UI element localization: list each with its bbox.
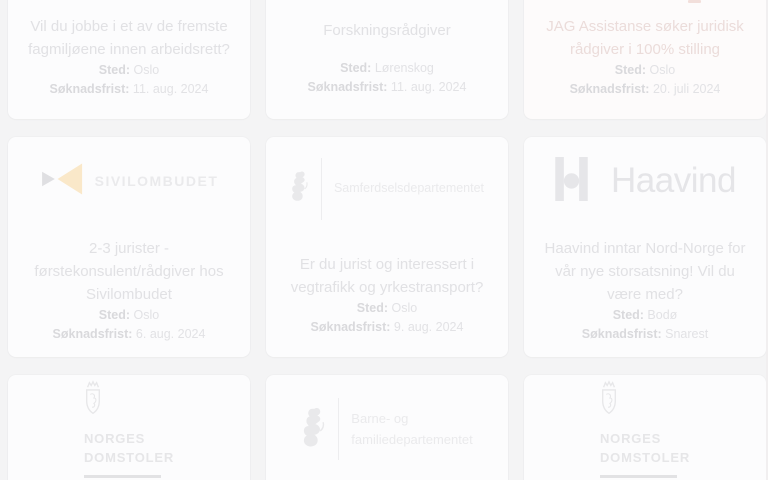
job-meta bbox=[524, 61, 766, 119]
logo-divider bbox=[338, 398, 339, 460]
job-deadline-line bbox=[524, 80, 766, 99]
job-card-logo-zone bbox=[8, 375, 250, 480]
lion-crest-icon bbox=[301, 404, 326, 455]
job-card-forskningsradgiver[interactable] bbox=[266, 0, 508, 119]
job-card-haavind[interactable] bbox=[524, 137, 766, 357]
location-value: Bodø bbox=[647, 308, 678, 323]
job-card-logo-zone bbox=[8, 137, 250, 225]
job-title: Haavind inntar Nord-Norge for vår nye storsatsning! Vil du være med? bbox=[544, 240, 746, 304]
location-label: Sted: bbox=[614, 62, 647, 77]
haavind-monogram-icon bbox=[554, 157, 589, 206]
job-title: 2-3 jurister - førstekonsulent/rådgiver hos Sivilombudet bbox=[34, 240, 224, 304]
jag-logo-fragment bbox=[688, 0, 701, 3]
job-meta bbox=[266, 59, 508, 119]
norges-domstoler-logo bbox=[84, 380, 174, 478]
sivilombudet-logo bbox=[40, 159, 219, 204]
job-title-zone bbox=[524, 225, 766, 306]
job-card-arbeidsrett[interactable] bbox=[8, 0, 250, 119]
job-title: Vil du jobbe i et av de fremste fagmiljøene innen arbeidsrett? bbox=[28, 17, 230, 58]
norges-logo-bar bbox=[600, 475, 677, 478]
haavind-wordmark: Haavind bbox=[611, 161, 736, 201]
job-card-grid bbox=[8, 0, 766, 480]
department-name: Samferdselsdepartementet bbox=[333, 181, 485, 196]
job-card-norges-domstoler-2[interactable] bbox=[524, 375, 766, 480]
location-value: Oslo bbox=[391, 300, 418, 315]
job-location-line bbox=[8, 306, 250, 325]
deadline-value: 11. aug. 2024 bbox=[390, 80, 467, 94]
job-title-zone bbox=[524, 3, 766, 61]
haavind-logo bbox=[554, 157, 736, 206]
sivilombudet-arrows-icon bbox=[40, 159, 86, 204]
job-deadline-line bbox=[266, 318, 508, 337]
deadline-value: 6. aug. 2024 bbox=[135, 327, 206, 342]
job-title: JAG Assistanse søker juridisk rådgiver i 100% stilling bbox=[546, 17, 744, 58]
job-deadline-line bbox=[8, 80, 250, 99]
location-label: Sted: bbox=[98, 308, 131, 323]
lion-crest-icon bbox=[290, 163, 309, 214]
norges-logo-bar bbox=[84, 475, 161, 478]
job-card-logo-zone bbox=[266, 137, 508, 241]
job-meta bbox=[8, 61, 250, 119]
department-name-line2: familiedepartementet bbox=[351, 432, 473, 447]
sivilombudet-wordmark: SIVILOMBUDET bbox=[94, 173, 219, 190]
job-location-line bbox=[8, 61, 250, 80]
job-location-line bbox=[524, 61, 766, 80]
location-label: Sted: bbox=[340, 61, 372, 75]
job-title-zone bbox=[266, 241, 508, 299]
norges-line1: NORGES bbox=[599, 431, 662, 446]
deadline-label: Søknadsfrist: bbox=[310, 319, 391, 334]
job-card-sivilombudet[interactable] bbox=[8, 137, 250, 357]
deadline-label: Søknadsfrist: bbox=[49, 81, 130, 96]
job-card-logo-zone bbox=[266, 0, 508, 7]
job-location-line bbox=[266, 299, 508, 318]
job-title: Forskningsrådgiver bbox=[323, 22, 451, 39]
deadline-value: 9. aug. 2024 bbox=[393, 319, 464, 334]
norges-domstoler-logo bbox=[600, 380, 690, 478]
location-label: Sted: bbox=[612, 308, 644, 323]
department-name bbox=[351, 408, 472, 450]
samferdselsdepartementet-logo bbox=[290, 158, 484, 220]
job-card-barne-og-familiedepartementet[interactable] bbox=[266, 375, 508, 480]
deadline-label: Søknadsfrist: bbox=[569, 81, 650, 96]
job-card-logo-zone bbox=[524, 137, 766, 225]
job-meta bbox=[266, 299, 508, 357]
location-label: Sted: bbox=[98, 62, 131, 77]
job-title: Er du jurist og interessert i vegtrafikk og yrkestransport? bbox=[290, 255, 484, 296]
job-card-jag-assistanse[interactable] bbox=[524, 0, 766, 119]
job-location-line bbox=[524, 306, 766, 325]
barne-og-familiedepartementet-logo bbox=[301, 398, 472, 460]
job-meta bbox=[524, 306, 766, 357]
location-label: Sted: bbox=[356, 300, 389, 315]
deadline-value: 11. aug. 2024 bbox=[132, 81, 209, 96]
crowned-shield-icon bbox=[84, 380, 102, 421]
job-card-samferdselsdepartementet[interactable] bbox=[266, 137, 508, 357]
job-title-zone bbox=[8, 225, 250, 306]
job-card-norges-domstoler-1[interactable] bbox=[8, 375, 250, 480]
deadline-label: Søknadsfrist: bbox=[52, 327, 133, 342]
location-value: Oslo bbox=[649, 62, 676, 77]
deadline-value: 20. juli 2024 bbox=[652, 81, 721, 96]
crowned-shield-icon bbox=[600, 380, 618, 421]
location-value: Lørenskog bbox=[374, 61, 434, 75]
department-name-line1: Barne- og bbox=[351, 411, 409, 426]
job-deadline-line bbox=[524, 325, 766, 344]
job-card-logo-zone bbox=[266, 375, 508, 480]
deadline-label: Søknadsfrist: bbox=[581, 327, 662, 342]
job-deadline-line bbox=[8, 325, 250, 344]
job-meta bbox=[8, 306, 250, 357]
norges-line2: DOMSTOLER bbox=[83, 450, 175, 465]
location-value: Oslo bbox=[133, 62, 160, 77]
job-card-logo-zone bbox=[524, 375, 766, 480]
logo-divider bbox=[321, 158, 322, 220]
job-deadline-line bbox=[266, 78, 508, 97]
deadline-value: Snarest bbox=[665, 327, 709, 342]
norges-line2: DOMSTOLER bbox=[599, 450, 691, 465]
job-title-zone bbox=[266, 7, 508, 59]
job-title-zone bbox=[8, 3, 250, 61]
location-value: Oslo bbox=[133, 308, 160, 323]
job-location-line bbox=[266, 59, 508, 78]
deadline-label: Søknadsfrist: bbox=[307, 80, 388, 94]
norges-line1: NORGES bbox=[83, 431, 146, 446]
